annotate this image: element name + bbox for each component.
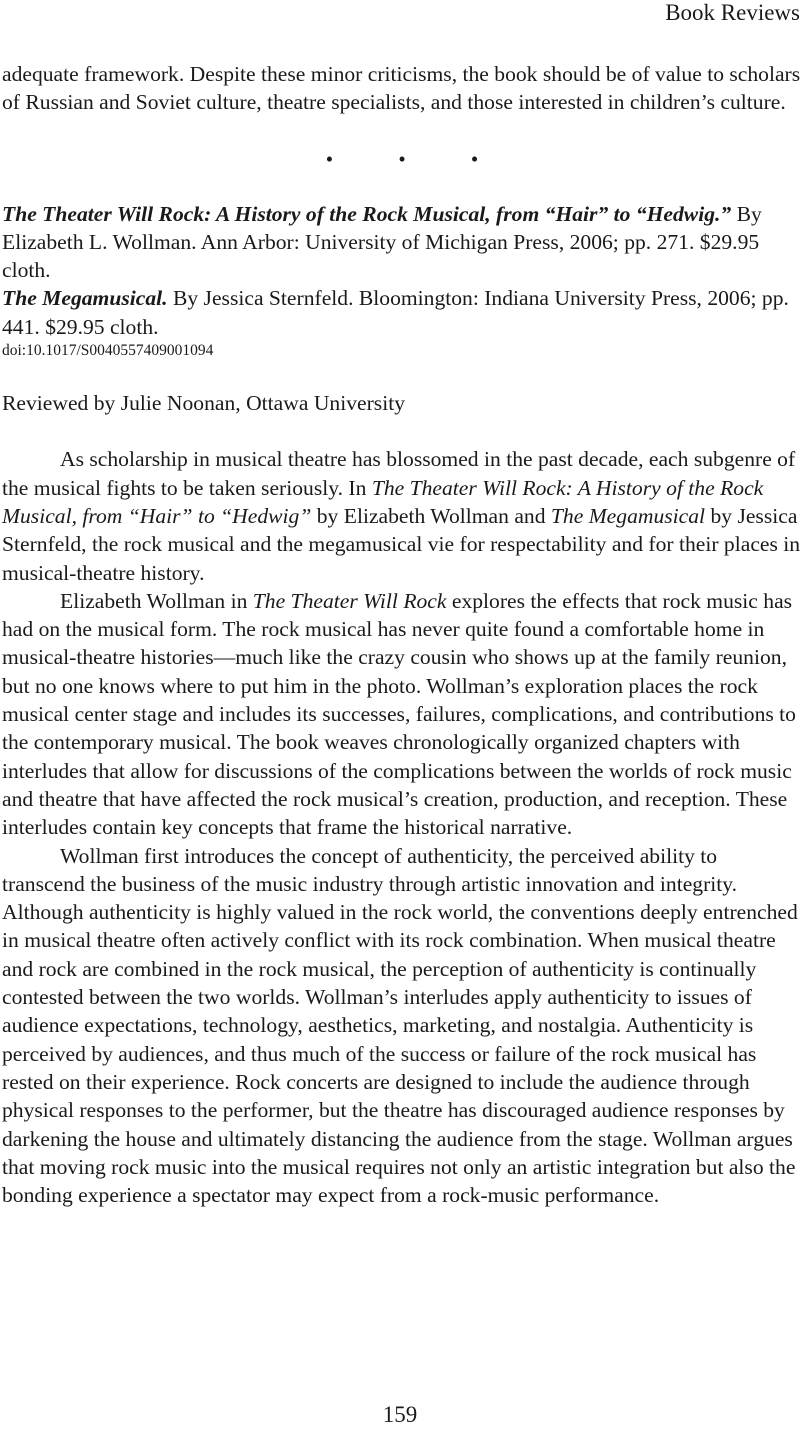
reviewer-line: Reviewed by Julie Noonan, Ottawa University [2, 391, 405, 416]
book-details: By Jessica Sternfeld. Bloomington: Indiana University Press, 2006; pp. 441. $29.95 cloth. [2, 286, 789, 339]
text-run: by Elizabeth Wollman and [311, 503, 551, 528]
italic-title: The Megamusical [550, 503, 706, 528]
ornament-dot: • [398, 146, 406, 171]
text-run: Elizabeth Wollman in [60, 588, 253, 613]
book-title: The Theater Will Rock: A History of the Rock Musical, from “Hair” to “Hedwig.” [2, 201, 732, 226]
doi-link[interactable]: doi:10.1017/S0040557409001094 [2, 342, 214, 360]
italic-title: The Theater Will Rock [252, 588, 447, 613]
text-run: explores the effects that rock music has had on the musical form. The rock musical has never quite found a comfortable home in musical-theatre histories—much like the crazy cousin who shows up at the family reunion, but no one knows where to put him in the photo. Wollman’s exploration places the rock musical center stage and includes its successes, failures, complications, and contributions to the contemporary musical. The book weaves chronologically organized chapters with interludes that allow for discussions of the complications between the worlds of rock music and theatre that have affected the rock musical’s creation, production, and reception. These interludes contain key concepts that frame the historical narrative. [2, 588, 796, 840]
review-body [2, 445, 800, 1209]
ornament-dot: • [470, 146, 479, 171]
carryover-paragraph: adequate framework. Despite these minor criticisms, the book should be of value to scholars of Russian and Soviet culture, theatre specialists, and those interested in children’s culture. [2, 62, 800, 115]
review-paragraph [2, 445, 800, 586]
book-title: The Megamusical. [2, 286, 168, 311]
page-number: 159 [382, 1402, 418, 1427]
page-body [2, 60, 800, 1209]
running-head: Book Reviews [665, 0, 800, 25]
review-paragraph [2, 587, 800, 842]
book-citation [2, 284, 800, 341]
text-run: As scholarship in musical theatre has blossomed in the past decade, each subgenre of the musical fights to be taken seriously. In [2, 447, 796, 500]
italic-title: The Theater Will Rock: A History of the Rock Musical, from “Hair” to “Hedwig” [2, 475, 764, 528]
review-paragraph: Wollman first introduces the concept of authenticity, the perceived ability to transcend the business of the music industry through artistic innovation and integrity. Although authenticity is highly valued in the rock world, the conventions deeply entrenched in musical theatre often actively conflict with its rock combination. When musical theatre and rock are combined in the rock musical, the perception of authenticity is continually contested between the two worlds. Wollman’s interludes apply authenticity to issues of audience expectations, technology, aesthetics, marketing, and nostalgia. Authenticity is perceived by audiences, and thus much of the success or failure of the rock musical has rested on their experience. Rock concerts are designed to include the audience through physical responses to the performer, but the theatre has discouraged audience responses by darkening the house and ultimately distancing the audience from the stage. Wollman argues that moving rock music into the musical requires not only an artistic integration but also the bonding experience a spectator may expect from a rock-music performance. [2, 843, 798, 1208]
book-details: By Elizabeth L. Wollman. Ann Arbor: University of Michigan Press, 2006; pp. 271. $29.95 cloth. [2, 201, 762, 283]
section-break-ornament [2, 144, 800, 174]
ornament-dot: • [325, 146, 334, 171]
book-citation [2, 200, 800, 285]
text-run: by Jessica Sternfeld, the rock musical and the megamusical vie for respectability and for their places in musical-theatre history. [2, 503, 800, 585]
